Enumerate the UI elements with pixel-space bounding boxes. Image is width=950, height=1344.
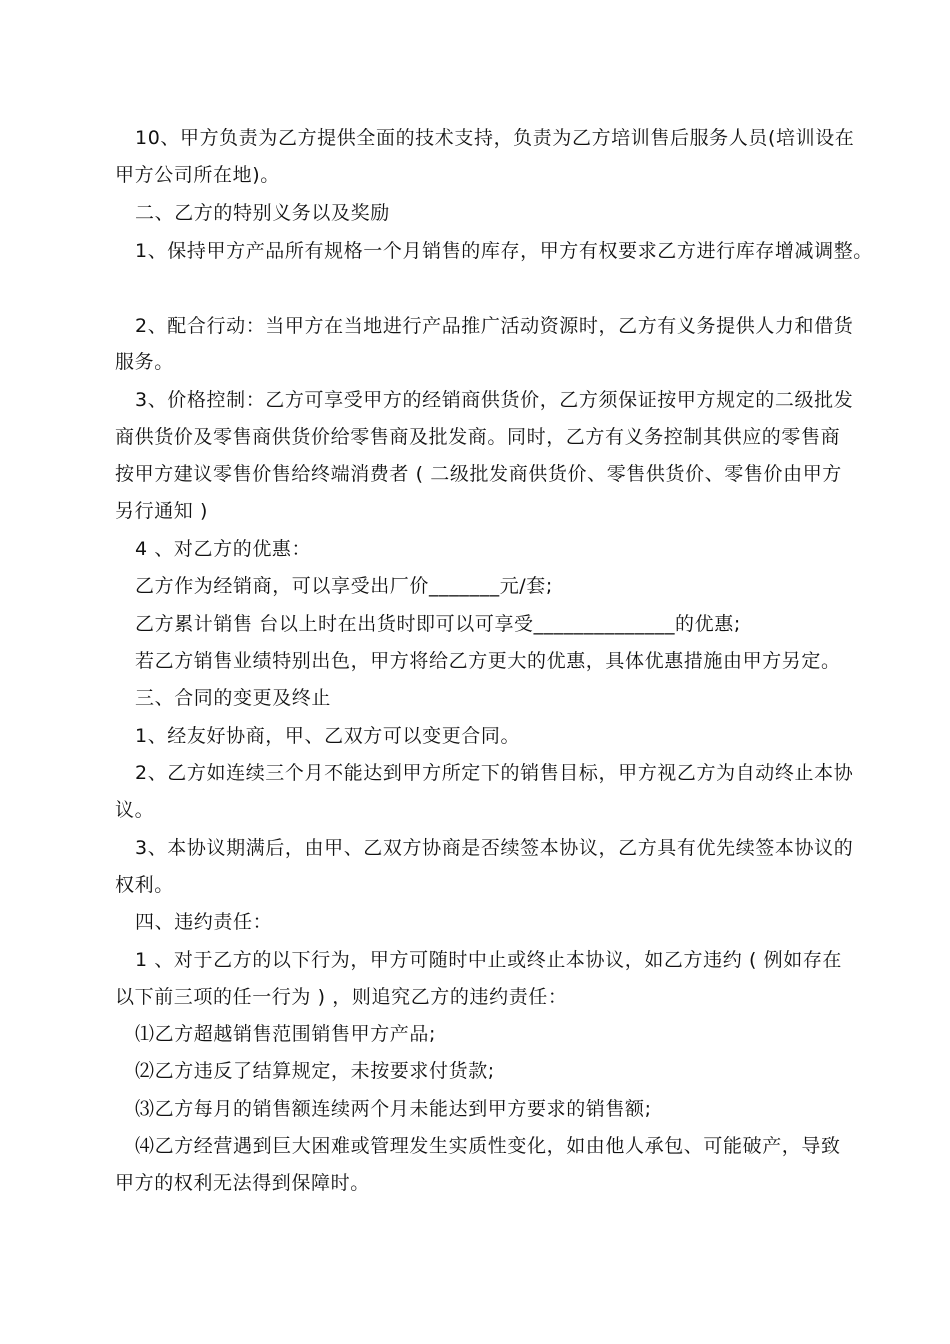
text-line: 2、配合行动：当甲方在当地进行产品推广活动资源时，乙方有义务提供人力和借货 — [135, 315, 854, 337]
text-line: 以下前三项的任一行为 ) ，则追究乙方的违约责任： — [115, 986, 568, 1008]
text-line: 议。 — [115, 799, 155, 821]
text-line: 2、乙方如连续三个月不能达到甲方所定下的销售目标，甲方视乙方为自动终止本协 — [135, 762, 854, 784]
text-line: 3、价格控制：乙方可享受甲方的经销商供货价，乙方须保证按甲方规定的二级批发 — [135, 389, 854, 411]
text-line: 4 、对乙方的优惠： — [135, 538, 312, 560]
text-line: ⑵乙方违反了结算规定，未按要求付货款; — [135, 1060, 495, 1082]
text-line: 1 、对于乙方的以下行为，甲方可随时中止或终止本协议，如乙方违约 ( 例如存在 — [135, 949, 843, 971]
section-heading: 三、合同的变更及终止 — [135, 687, 332, 709]
text-line: 1、经友好协商，甲、乙双方可以变更合同。 — [135, 725, 521, 747]
section-heading: 二、乙方的特别义务以及奖励 — [135, 202, 390, 224]
text-line: ⑶乙方每月的销售额连续两个月未能达到甲方要求的销售额; — [135, 1098, 652, 1120]
text-line: 商供货价及零售商供货价给零售商及批发商。同时，乙方有义务控制其供应的零售商 — [115, 426, 841, 448]
text-line: 按甲方建议零售价售给终端消费者 ( 二级批发商供货价、零售供货价、零售价由甲方 — [115, 463, 842, 485]
section-heading: 四、违约责任： — [135, 911, 273, 933]
text-line: 另行通知 ) — [115, 500, 209, 522]
text-line: ⑴乙方超越销售范围销售甲方产品; — [135, 1023, 437, 1045]
text-line: 1、保持甲方产品所有规格一个月销售的库存，甲方有权要求乙方进行库存增减调整。 — [135, 240, 873, 262]
text-line: 3、本协议期满后，由甲、乙双方协商是否续签本协议，乙方具有优先续签本协议的 — [135, 837, 854, 859]
text-line: ⑷乙方经营遇到巨大困难或管理发生实质性变化，如由他人承包、可能破产，导致 — [135, 1135, 841, 1157]
text-line: 权利。 — [115, 874, 174, 896]
text-line: 甲方公司所在地)。 — [115, 164, 280, 186]
text-line: 10、甲方负责为乙方提供全面的技术支持，负责为乙方培训售后服务人员(培训设在 — [135, 127, 855, 149]
text-line: 服务。 — [115, 351, 174, 373]
text-line: 乙方作为经销商，可以享受出厂价_______元/套; — [135, 575, 553, 597]
text-line: 甲方的权利无法得到保障时。 — [115, 1172, 370, 1194]
text-line: 若乙方销售业绩特别出色，甲方将给乙方更大的优惠，具体优惠措施由甲方另定。 — [135, 650, 841, 672]
text-line: 乙方累计销售 台以上时在出货时即可以可享受______________的优惠; — [135, 613, 741, 635]
